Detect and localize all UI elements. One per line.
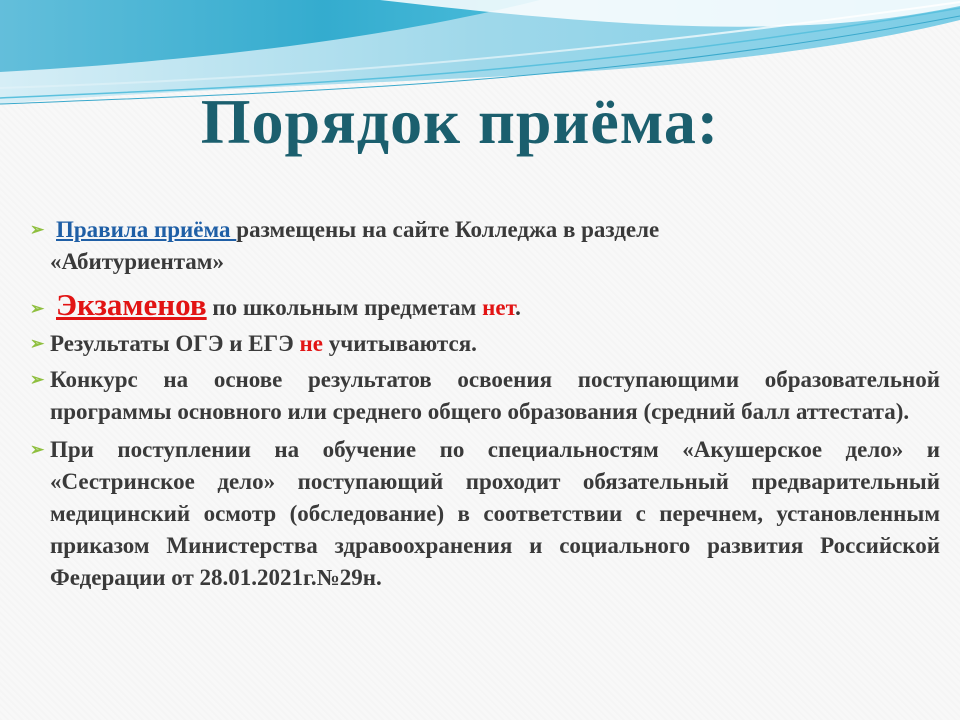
- item-text-rest: размещены на сайте Колледжа в разделе: [236, 217, 660, 242]
- arrow-bullet-icon: ➢: [30, 220, 45, 239]
- item-text-mid: по школьным предметам: [206, 295, 483, 320]
- slide-title: Порядок приёма:: [200, 86, 720, 157]
- arrow-bullet-icon: ➢: [30, 299, 45, 318]
- item-text-end: .: [515, 295, 521, 320]
- item-text-line2: «Абитуриентам»: [50, 249, 224, 274]
- item-text: [50, 328, 940, 360]
- admission-rules-link[interactable]: Правила приёма: [56, 217, 237, 242]
- list-item: [30, 214, 940, 278]
- arrow-bullet-icon: ➢: [30, 334, 45, 353]
- item-text: [50, 214, 940, 246]
- arrow-bullet-icon: ➢: [30, 370, 45, 389]
- list-item: [30, 364, 940, 428]
- item-text: Конкурс на основе результатов освоения поступающими образовательной программы основного или среднего общего образования (средний балл аттестата).: [50, 367, 940, 424]
- exams-emphasis: Экзаменов: [56, 287, 207, 322]
- item-text-start: Результаты ОГЭ и ЕГЭ: [50, 331, 300, 356]
- red-word: нет: [482, 295, 516, 320]
- arrow-bullet-icon: ➢: [30, 440, 45, 459]
- item-text-end: учитываются.: [323, 331, 477, 356]
- list-item: [30, 328, 940, 360]
- list-item: [30, 289, 940, 324]
- item-text: [50, 289, 940, 324]
- red-word: не: [299, 331, 323, 356]
- item-text: При поступлении на обучение по специальностям «Акушерское дело» и «Сестринское дело» поступающий проходит обязательный предварительный медицинский осмотр (обследование) в соответствии с перечнем, установленным приказом Министерства здравоохранения и социального развития Российской Федерации от 28.01.2021г.№29н.: [50, 437, 940, 590]
- content-list: [30, 214, 940, 594]
- list-item: [30, 434, 940, 594]
